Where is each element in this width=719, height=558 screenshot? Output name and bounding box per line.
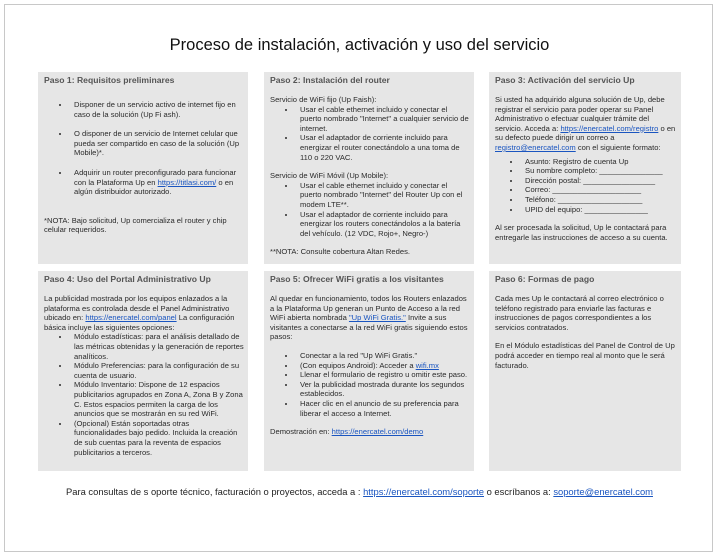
list-item: • Su nombre completo: _______________ [521,166,677,176]
panel-heading: Paso 2: Instalación del router [270,75,390,85]
list-item: • Llenar el formulario de registro u omitir este paso. [296,370,470,380]
footer-text-2: o escríbanos a: [486,486,551,497]
footer [0,486,719,497]
fijo-list [270,105,470,163]
panel-step-4 [38,271,248,471]
registration-form-list [495,157,677,215]
footer-text: Para consultas de s oporte técnico, facturación o proyectos, acceda a : [66,486,361,497]
list-item: • Teléfono: ____________________ [521,195,677,205]
list-item: • (Con equipos Android): Acceder a wifi.mx [296,361,470,371]
list-item: • Usar el adaptador de corriente incluido para energizar el router conectándolo a una toma de 110 o 220 VAC. [296,133,470,162]
panel-step-1 [38,72,248,264]
requirements-list [44,100,244,197]
activation-intro: Si usted ha adquirido alguna solución de Up, debe registrar el servicio para poder operar su Panel Administrativo o efectuar cualquier trámite del servicio. Acceda a: https://enercatel.com/registro o en su defecto puede dirigir un correo a registro@enercatel.com con el siguiente formato: [495,95,676,152]
wifi-steps-list [270,351,470,418]
fijo-label: Servicio de WiFi fijo (Up Faish): [270,95,377,104]
titlasi-link[interactable]: https://titlasi.com/ [157,177,217,187]
panel-heading: Paso 3: Activación del servicio Up [495,75,635,85]
portal-intro: La publicidad mostrada por los equipos enlazados a la plataforma es controlada desde el Panel Administrativo ubicado en: https://enercatel.com/panel La configuración básica incluye las siguientes opciones: [44,294,235,332]
activation-outro: Al ser procesada la solicitud, Up le contactará para entregarle las instrucciones de acceso a su cuenta. [495,223,668,242]
demo-link[interactable]: https://enercatel.com/demo [331,427,424,437]
portal-options-list [44,332,244,457]
soporte-email-link[interactable]: soporte@enercatel.com [553,486,653,497]
panel-link[interactable]: https://enercatel.com/panel [85,313,177,323]
note-text: *NOTA: Bajo solicitud, Up comercializa el router y chip celular requeridos. [44,215,227,235]
list-item: • Hacer clic en el anuncio de su preferencia para liberar el acceso a Internet. [296,399,470,418]
payment-text-2: En el Módulo estadísticas del Panel de Control de Up podrá acceder en tiempo real al monto que le será facturado. [495,341,675,370]
list-item: • UPID del equipo: _______________ [521,205,677,215]
list-item: • Usar el adaptador de corriente incluido para energizar los routers conectándolos a la batería del vehículo. (12 VDC, Rojo+, Negro-) [296,210,470,239]
list-item: • Correo: _____________________ [521,185,677,195]
wifimx-link[interactable]: wifi.mx [415,360,439,370]
payment-text-1: Cada mes Up le contactará al correo electrónico o teléfono registrado para enviarle las facturas e instrucciones de pagos correspondientes a los servicios contratados. [495,294,664,332]
list-item: • Disponer de un servicio activo de internet fijo en caso de la solución (Up Fi ash). [70,100,244,119]
ssid-text: "Up WiFi Gratis." [348,313,406,323]
page-title: Proceso de instalación, activación y uso del servicio [169,36,550,54]
panel-heading: Paso 5: Ofrecer WiFi gratis a los visitantes [270,274,444,284]
panel-step-3 [489,72,681,264]
wifi-intro: Al quedar en funcionamiento, todos los Routers enlazados a la Plataforma Up generan un Punto de Acceso a la red WiFi abierta nombrada "Up WiFi Gratis." Invite a sus visitantes a conectarse a la red WiFi gratis siguiendo estos pasos: [270,294,468,342]
registro-link[interactable]: https://enercatel.com/registro [560,123,659,133]
list-item: • Asunto: Registro de cuenta Up [521,157,677,167]
list-item: • Usar el cable ethernet incluido y conectar el puerto nombrado "Internet" del Router Up con el modem LTE**. [296,181,470,210]
list-item: • (Opcional) Están soportadas otras funcionalidades bajo pedido. Incluida la creación de sub cuentas para la reventa de espacios publicitarios a terceros. [70,419,244,457]
panel-heading: Paso 6: Formas de pago [495,274,595,284]
panel-step-6 [489,271,681,471]
list-item: • Usar el cable ethernet incluido y conectar el puerto nombrado "Internet" a cualquier servicio de internet. [296,105,470,134]
list-item: • Módulo Preferencias: para la configuración de su cuenta de usuario. [70,361,244,380]
list-item: • Dirección postal: _________________ [521,176,677,186]
soporte-link[interactable]: https://enercatel.com/soporte [363,486,484,497]
movil-label: Servicio de WiFi Móvil (Up Mobile): [270,171,389,181]
registro-email-link[interactable]: registro@enercatel.com [495,142,576,152]
note-text: **NOTA: Consulte cobertura Altan Redes. [270,247,410,257]
list-item: • Adquirir un router preconfigurado para funcionar con la Plataforma Up en https://titlasi.com/ o en algún distribuidor autorizado. [70,168,244,197]
panel-step-2 [264,72,474,264]
list-item: • Ver la publicidad mostrada durante los segundos establecidos. [296,380,470,399]
panel-step-5 [264,271,474,471]
panel-heading: Paso 1: Requisitos preliminares [44,75,175,85]
list-item: • O disponer de un servicio de Internet celular que pueda ser compartido en caso de la solución (Up Mobile)*. [70,129,244,158]
list-item: • Conectar a la red "Up WiFi Gratis." [296,351,470,361]
panel-heading: Paso 4: Uso del Portal Administrativo Up [44,274,211,284]
movil-list [270,181,470,239]
demo-line: Demostración en: https://enercatel.com/demo [270,427,424,437]
list-item: • Módulo estadísticas: para el análisis detallado de las métricas obtenidas y la generación de reportes analíticos. [70,332,244,361]
list-item: • Módulo Inventario: Dispone de 12 espacios publicitarios agrupados en Zona A, Zona B y Zona C. Estos espacios permiten la carga de los anuncios que se mostrarán en su red WiFi. [70,380,244,418]
